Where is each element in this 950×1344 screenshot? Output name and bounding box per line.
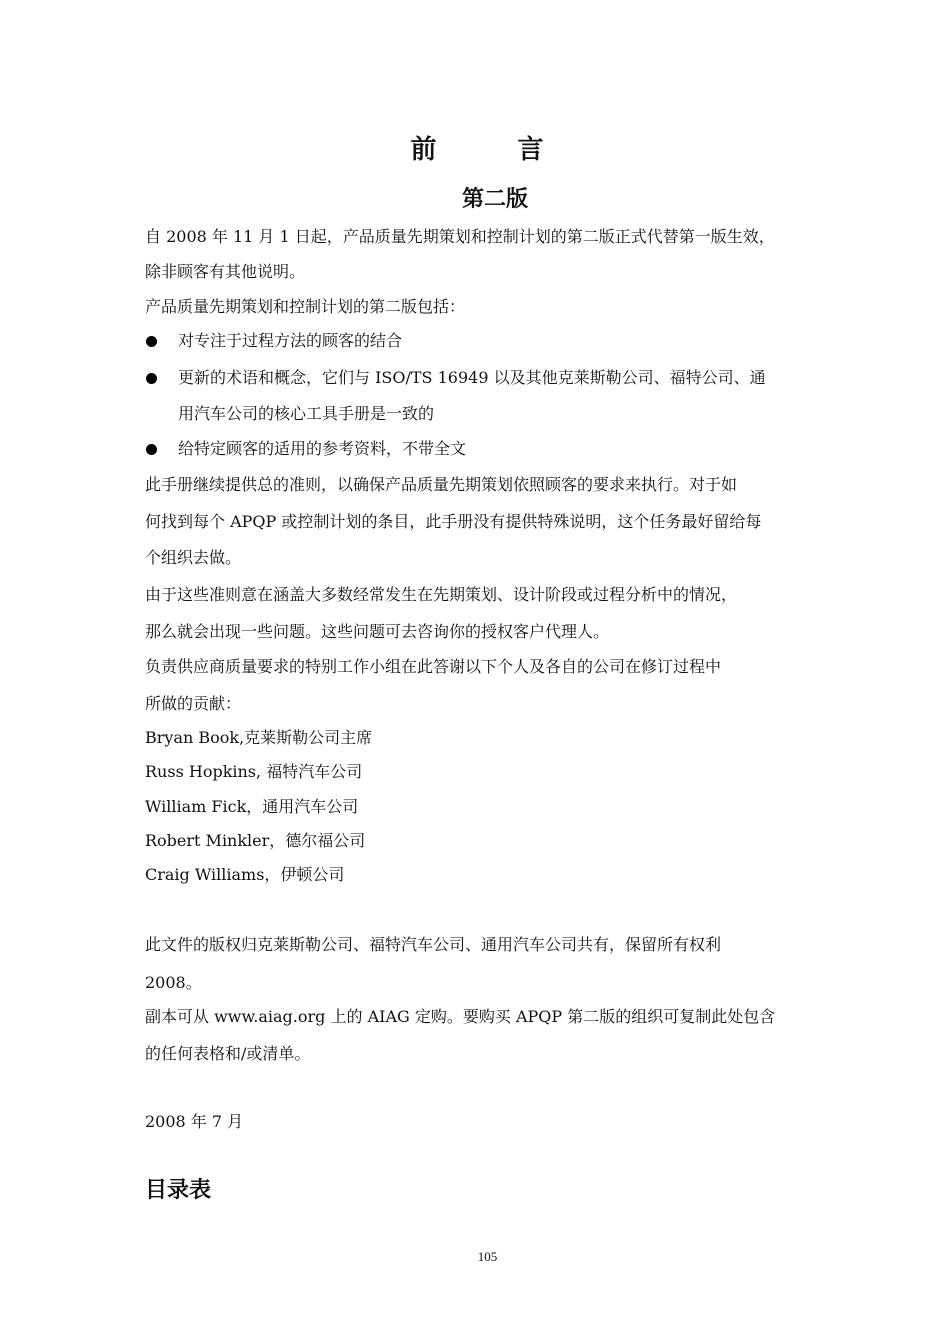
edition-subtitle: 第二版 <box>461 187 528 212</box>
contributor-2: Russ Hopkins, 福特汽车公司 <box>145 762 363 781</box>
paragraph-1-line-3: 个组织去做。 <box>145 548 242 567</box>
copyright-line-2: 2008。 <box>145 973 202 992</box>
copyright-line-4: 的任何表格和/或清单。 <box>145 1044 311 1063</box>
paragraph-3-line-1: 负责供应商质量要求的特别工作小组在此答谢以下个人及各自的公司在修订过程中 <box>145 657 722 676</box>
bullet-item-1: 对专注于过程方法的顾客的结合 <box>178 331 403 350</box>
page-number: 105 <box>477 1249 498 1264</box>
paragraph-2-line-1: 由于这些准则意在涵盖大多数经常发生在先期策划、设计阶段或过程分析中的情况， <box>145 585 738 604</box>
toc-heading: 目录表 <box>145 1178 212 1203</box>
intro-line-3: 产品质量先期策划和控制计划的第二版包括： <box>145 297 466 316</box>
paragraph-3-line-2: 所做的贡献： <box>145 694 242 713</box>
paragraph-1-line-2: 何找到每个 APQP 或控制计划的条目，此手册没有提供特殊说明，这个任务最好留给每 <box>145 512 762 531</box>
intro-line-2: 除非顾客有其他说明。 <box>145 262 306 281</box>
bullet-item-2-line-1: 更新的术语和概念，它们与 ISO/TS 16949 以及其他克莱斯勒公司、福特公司、通 <box>178 368 766 387</box>
intro-line-1: 自 2008 年 11 月 1 日起，产品质量先期策划和控制计划的第二版正式代替第一版生效， <box>145 227 775 246</box>
page-title: 前 言 <box>410 135 580 165</box>
bullet-dot-1 <box>146 336 157 347</box>
contributor-3: William Fick，通用汽车公司 <box>145 797 359 816</box>
paragraph-2-line-2: 那么就会出现一些问题。这些问题可去咨询你的授权客户代理人。 <box>145 622 610 641</box>
bullet-item-3: 给特定顾客的适用的参考资料，不带全文 <box>178 439 467 458</box>
paragraph-1-line-1: 此手册继续提供总的准则，以确保产品质量先期策划依照顾客的要求来执行。对于如 <box>145 475 738 494</box>
contributor-5: Craig Williams，伊顿公司 <box>145 865 345 884</box>
contributor-4: Robert Minkler，德尔福公司 <box>145 831 366 850</box>
bullet-dot-3 <box>146 444 157 455</box>
publication-date: 2008 年 7 月 <box>145 1112 244 1131</box>
bullet-item-2-line-2: 用汽车公司的核心工具手册是一致的 <box>178 404 435 423</box>
bullet-dot-2 <box>146 373 157 384</box>
copyright-line-3: 副本可从 www.aiag.org 上的 AIAG 定购。要购买 APQP 第二版的组织可复制此处包含 <box>145 1007 776 1026</box>
contributor-1: Bryan Book,克莱斯勒公司主席 <box>145 728 373 747</box>
copyright-line-1: 此文件的版权归克莱斯勒公司、福特汽车公司、通用汽车公司共有，保留所有权利 <box>145 935 722 954</box>
